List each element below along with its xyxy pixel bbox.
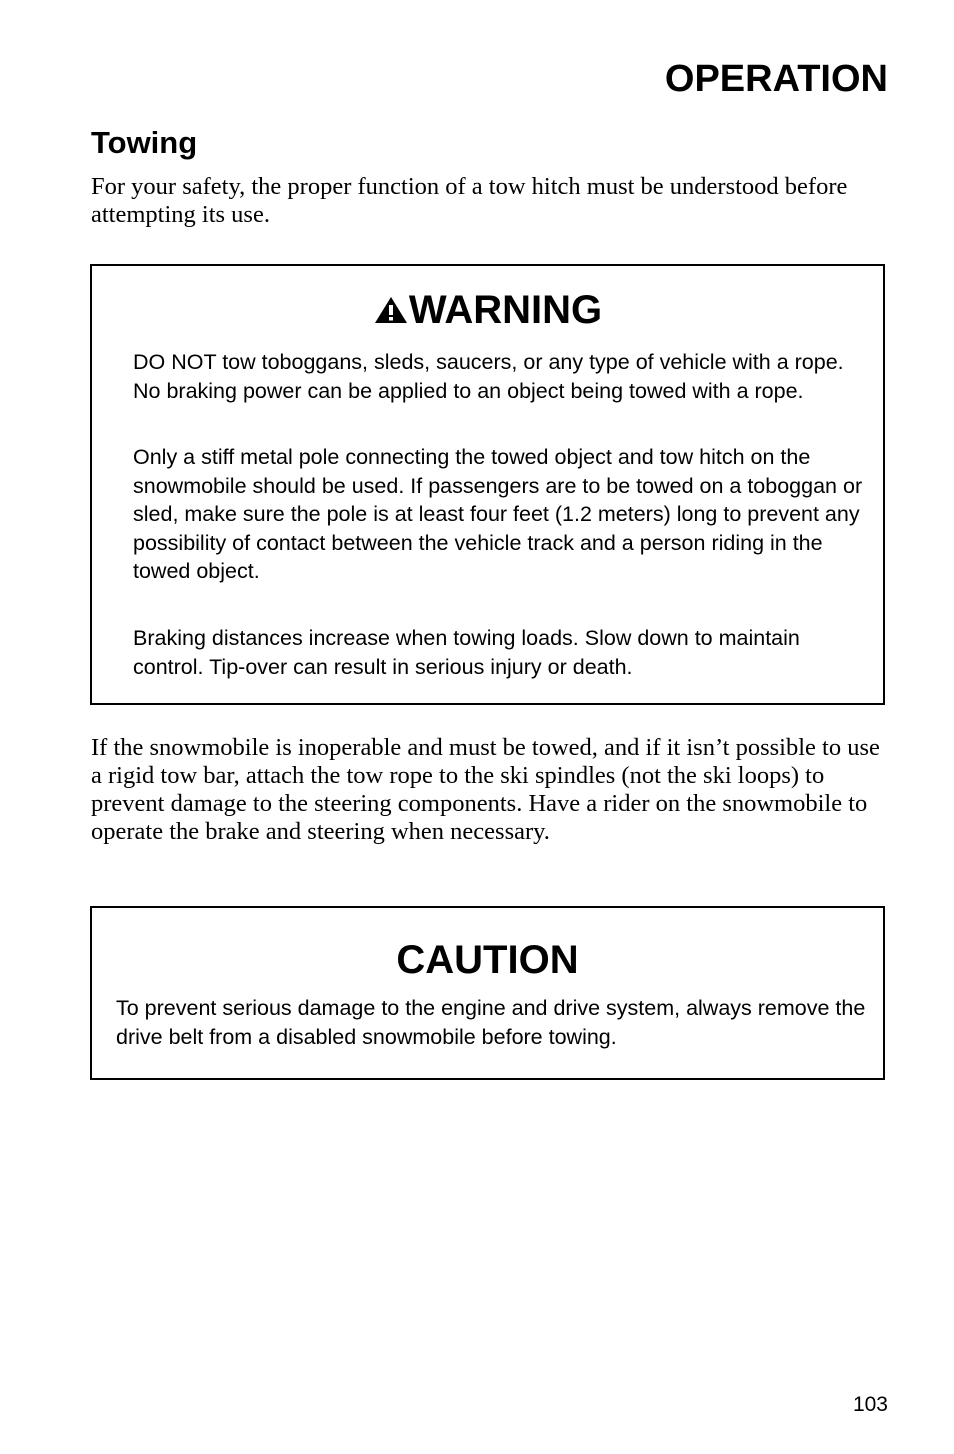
caution-box	[90, 906, 885, 1080]
intro-paragraph: For your safety, the proper function of a tow hitch must be understood before attempting its use.	[91, 173, 848, 228]
section-header: OPERATION	[664, 58, 888, 100]
page-number: 103	[852, 1393, 888, 1416]
warning-box	[90, 264, 885, 705]
warning-paragraph: Only a stiff metal pole connecting the towed object and tow hitch on the snowmobile should be used. If passengers are to be towed on a toboggan or sled, make sure the pole is at least four feet (1.2 meters) long to prevent any possibility of contact between the vehicle track and a person riding in the towed object.	[133, 445, 863, 583]
caution-title: CAUTION	[396, 938, 579, 982]
warning-paragraph: Braking distances increase when towing loads. Slow down to maintain control. Tip-over can result in serious injury or death.	[133, 626, 800, 679]
warning-paragraph: DO NOT tow toboggans, sleds, saucers, or any type of vehicle with a rope. No braking power can be applied to an object being towed with a rope.	[133, 350, 844, 403]
towing-instructions-paragraph: If the snowmobile is inoperable and must be towed, and if it isn’t possible to use a rigid tow bar, attach the tow rope to the ski spindles (not the ski loops) to prevent damage to the steering components. Have a rider on the snowmobile to operate the brake and steering when necessary.	[91, 734, 880, 845]
warning-triangle-icon	[373, 295, 409, 325]
topic-heading: Towing	[91, 125, 198, 160]
warning-title-row	[92, 286, 883, 334]
warning-title: WARNING	[408, 288, 603, 332]
caution-paragraph: To prevent serious damage to the engine and drive system, always remove the drive belt from a disabled snowmobile before towing.	[116, 996, 866, 1049]
